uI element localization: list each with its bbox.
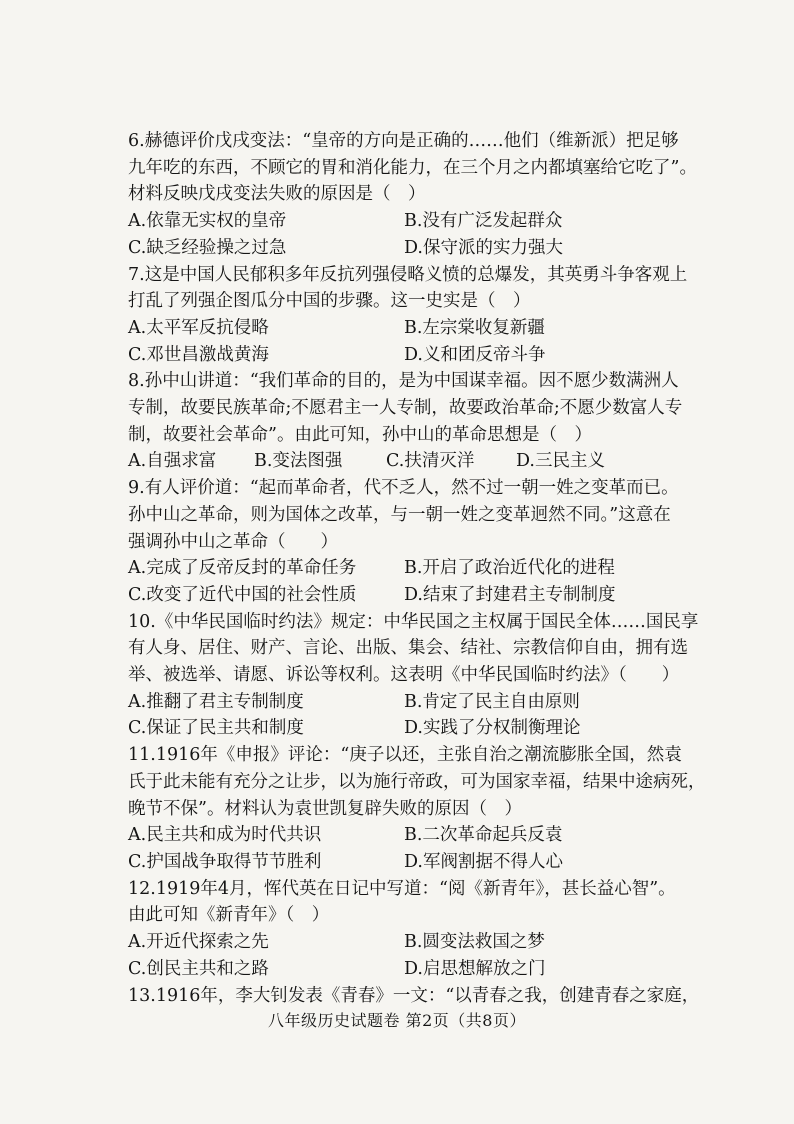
answer-option: C.创民主共和之路	[128, 958, 269, 979]
answer-option: B.变法图强	[254, 451, 343, 472]
answer-option: A.开近代探索之先	[128, 932, 269, 953]
question-stem-line: 材料反映戊戌变法失败的原因是（ ）	[128, 184, 426, 205]
question-stem-line: 10.《中华民国临时约法》规定：中华民国之主权属于国民全体……国民享	[128, 611, 699, 632]
question-stem-line: 打乱了列强企图瓜分中国的步骤。这一史实是（ ）	[128, 291, 531, 312]
question-stem-line: 举、被选举、请愿、诉讼等权利。这表明《中华民国临时约法》（ ）	[128, 665, 680, 686]
question	[128, 475, 700, 609]
question-stem-line: 11.1916年《申报》评论：“庚子以还，主张自治之潮流膨胀全国，然袁	[128, 745, 682, 766]
question-stem-line: 晚节不保”。材料认为袁世凯复辟失败的原因（ ）	[128, 798, 522, 819]
answer-option: B.左宗棠收复新疆	[404, 317, 545, 338]
answer-option: B.开启了政治近代化的进程	[404, 558, 615, 579]
answer-option: D.保守派的实力强大	[404, 237, 563, 258]
answer-option: A.完成了反帝反封的革命任务	[128, 558, 357, 579]
answer-option: A.推翻了君主专制制度	[128, 691, 304, 712]
answer-option: C.保证了民主共和制度	[128, 718, 304, 739]
answer-options	[128, 448, 700, 475]
answer-option: B.没有广泛发起群众	[404, 211, 563, 232]
answer-option: A.自强求富	[128, 451, 217, 472]
question-stem-line: 6.赫德评价戊戌变法：“皇帝的方向是正确的……他们（维新派）把足够	[128, 131, 679, 151]
answer-option: C.缺乏经验操之过急	[128, 237, 287, 258]
answer-options	[128, 822, 700, 875]
answer-option: C.护国战争取得节节胜利	[128, 851, 322, 872]
question	[128, 262, 700, 369]
question-stem-line: 13.1916年，李大钊发表《青春》一文：“以青春之我，创建青春之家庭，	[128, 985, 700, 1006]
answer-option: B.肯定了民主自由原则	[404, 691, 580, 712]
answer-option: A.依靠无实权的皇帝	[128, 211, 287, 232]
answer-options	[128, 208, 700, 261]
answer-options	[128, 929, 700, 982]
question	[128, 983, 700, 1010]
answer-option: D.启思想解放之门	[404, 958, 546, 979]
page-footer: 八年级历史试题卷 第2页（共8页）	[268, 1011, 526, 1030]
answer-options	[128, 315, 700, 368]
question-stem-line: 氏于此未能有充分之让步，以为施行帝政，可为国家幸福，结果中途病死，	[128, 771, 706, 792]
answer-option: C.改变了近代中国的社会性质	[128, 584, 357, 605]
question	[128, 609, 700, 743]
question-stem-line: 九年吃的东西，不顾它的胃和消化能力，在三个月之内都填塞给它吃了”。	[128, 157, 697, 178]
answer-option: D.三民主义	[516, 451, 605, 472]
answer-option: A.民主共和成为时代共识	[128, 825, 322, 846]
answer-option: B.二次革命起兵反袁	[404, 825, 563, 846]
question	[128, 742, 706, 876]
answer-options	[128, 689, 700, 742]
question-stem-line: 强调孙中山之革命（ ）	[128, 531, 338, 552]
answer-option: C.扶清灭洋	[386, 451, 475, 472]
answer-option: B.圆变法救国之梦	[404, 932, 545, 953]
question-stem-line: 8.孙中山讲道：“我们革命的目的，是为中国谋幸福。因不愿少数满洲人	[128, 371, 679, 392]
question-stem-line: 制，故要社会革命”。由此可知，孙中山的革命思想是（ ）	[128, 424, 592, 445]
question-stem-line: 9.有人评价道：“起而革命者，代不乏人，然不过一朝一姓之变革而已。	[128, 478, 679, 499]
answer-options	[128, 555, 700, 608]
question-stem-line: 12.1919年4月，恽代英在日记中写道：“阅《新青年》，甚长益心智”。	[128, 878, 676, 899]
question-stem-line: 7.这是中国人民郁积多年反抗列强侵略义愤的总爆发，其英勇斗争客观上	[128, 264, 688, 285]
question-stem-line: 专制，故要民族革命;不愿君主一人专制，故要政治革命;不愿少数富人专	[128, 398, 683, 419]
question-stem-line: 孙中山之革命，则为国体之改革，与一朝一姓之变革迥然不同。”这意在	[128, 504, 671, 525]
answer-option: D.义和团反帝斗争	[404, 344, 546, 365]
question	[128, 876, 700, 983]
question	[128, 368, 700, 475]
answer-option: D.结束了封建君主专制制度	[404, 584, 616, 605]
answer-option: A.太平军反抗侵略	[128, 317, 269, 338]
answer-option: C.邓世昌激战黄海	[128, 344, 269, 365]
question-stem-line: 有人身、居住、财产、言论、出版、集会、结社、宗教信仰自由，拥有选	[128, 638, 688, 659]
answer-option: D.实践了分权制衡理论	[404, 718, 581, 739]
answer-option: D.军阀割据不得人心	[404, 851, 563, 872]
question-stem-line: 由此可知《新青年》（ ）	[128, 905, 330, 926]
questions-area	[128, 128, 706, 1009]
question	[128, 128, 700, 262]
